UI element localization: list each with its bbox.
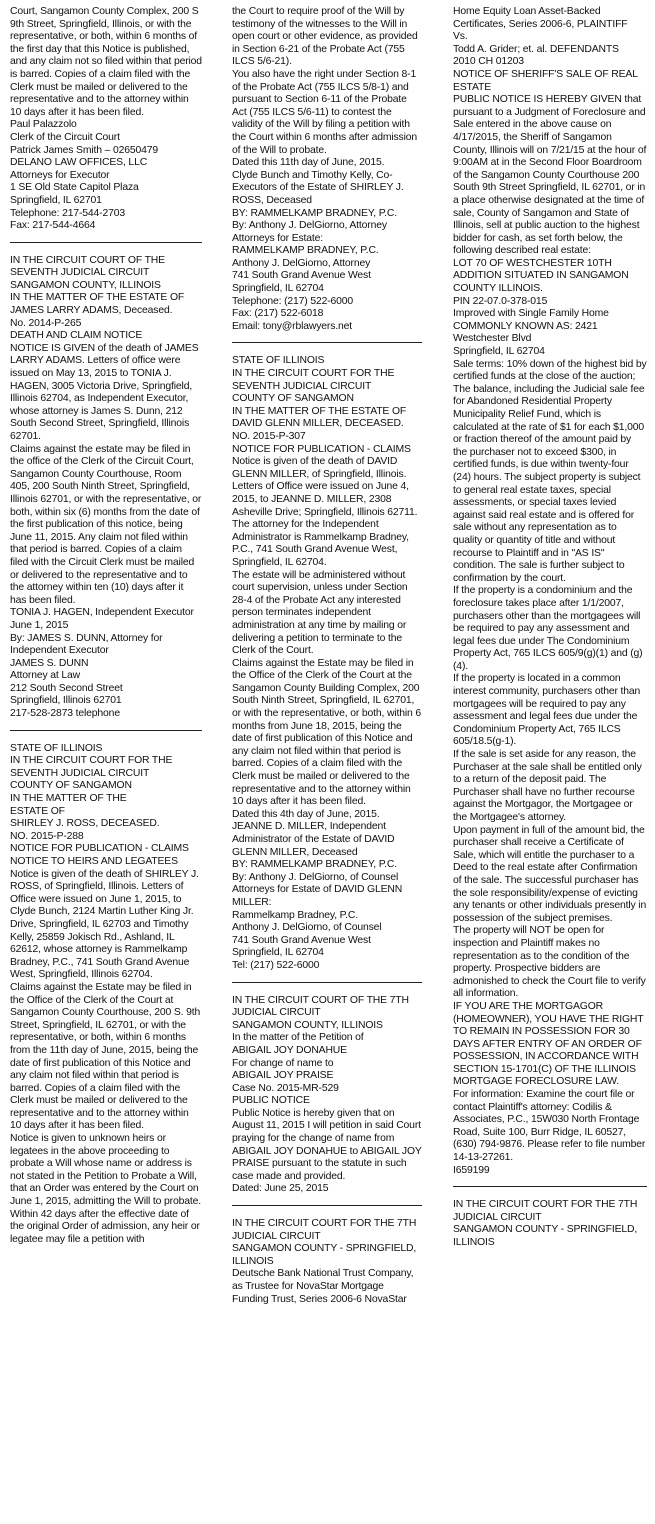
notice-divider [232, 342, 422, 343]
notice-paragraph: Vs. [453, 31, 468, 43]
notice-paragraph: TONIA J. HAGEN, Independent Executor [10, 607, 194, 619]
notice-paragraph: IN THE CIRCUIT COURT FOR THE SEVENTH JUDICIAL CIRCUIT [232, 368, 395, 392]
notice-paragraph: NOTICE IS GIVEN of the death of JAMES LARRY ADAMS. Letters of office were issued on May 13, 2015 to TONIA J. HAGEN, 3005 Victoria Drive, Springfield, Illinois 62704, as Independent Executor, whose attorney is James S. Dunn, 212 South Second Street, Springfield, Illinois 62701. [10, 342, 199, 442]
notice-divider [232, 1205, 422, 1206]
notice-paragraph: ESTATE OF [10, 805, 65, 817]
legal-notice [232, 1218, 422, 1306]
notice-paragraph: NOTICE OF SHERIFF'S SALE OF REAL ESTATE [453, 68, 638, 93]
notice-paragraph: 741 South Grand Avenue West [232, 270, 371, 282]
notice-paragraph: Deutsche Bank National Trust Company, as Trustee for NovaStar Mortgage Funding Trust, Series 2006-6 NovaStar [232, 1268, 414, 1305]
column-1 [10, 6, 202, 1246]
notice-divider [10, 242, 202, 243]
column-2 [232, 6, 422, 1306]
notice-paragraph: If the property is located in a common interest community, purchasers other than mortgagees will be required to pay any assessment and legal fees due under the Condominium Property Act, 765 ILCS 605/18.5(g-1). [453, 673, 641, 748]
notice-paragraph: Springfield, IL 62701 [10, 194, 102, 206]
notice-paragraph: Attorney at Law [10, 670, 80, 682]
notice-paragraph: Patrick James Smith – 02650479 [10, 144, 158, 156]
notice-paragraph: By: Anthony J. DelGiorno, of Counsel [232, 871, 399, 883]
notice-paragraph: IN THE CIRCUIT COURT OF THE SEVENTH JUDICIAL CIRCUIT [10, 254, 165, 279]
notice-paragraph: IN THE MATTER OF THE ESTATE OF DAVID GLENN MILLER, DECEASED. [232, 405, 407, 430]
notice-paragraph: SANGAMON COUNTY - SPRINGFIELD, ILLINOIS [453, 1224, 638, 1248]
notice-paragraph: NOTICE FOR PUBLICATION - CLAIMS [10, 843, 189, 855]
notice-paragraph: By: Anthony J. DelGiorno, Attorney [232, 220, 387, 232]
notice-paragraph: NO. 2015-P-288 [10, 830, 84, 842]
notice-paragraph: PIN 22-07.0-378-015 [453, 295, 548, 307]
notice-divider [10, 730, 202, 731]
notice-paragraph: If the property is a condominium and the foreclosure takes place after 1/1/2007, purchasers other than the mortgagees will be required to pay any assessment and legal fees due under The Condominium Property Act, 765 ILCS 605/9(g)(1) and (g)(4). [453, 585, 643, 672]
notice-paragraph: ABIGAIL JOY DONAHUE [232, 1044, 347, 1056]
notice-paragraph: No. 2014-P-265 [10, 317, 82, 329]
notice-paragraph: PUBLIC NOTICE IS HEREBY GIVEN that pursuant to a Judgment of Foreclosure and Sale entered in the above cause on 4/17/2015, the Sheriff of Sangamon County, Illinois will on 7/21/15 at the hour of 9:00AM at in the Second Floor Boardroom of the Sangamon County Courthouse 200 South 9th Street Springfield, IL 62701, or in a place otherwise designated at the time of sale, County of Sangamon and State of Illinois, sell at public auction to the highest bidder for cash, as set forth below, the following described real estate: [453, 94, 647, 257]
notice-paragraph: Court, Sangamon County Complex, 200 S 9th Street, Springfield, Illinois, or with the representative, or both, within 6 months of the first day that this Notice is published, and any claim not so filed within that period is barred. Copies of a claim filed with the Clerk must be mailed or delivered to the representative and to the attorney within 10 days after it has been filed. [10, 6, 202, 118]
notice-paragraph: I659199 [453, 1164, 490, 1176]
notice-paragraph: Paul Palazzolo [10, 119, 77, 131]
notice-paragraph: SANGAMON COUNTY, ILLINOIS [232, 1019, 383, 1031]
notice-paragraph: Claims against the Estate may be filed in the Office of the Clerk of the Court at Sangamon County Courthouse, 200 S. 9th Street, Springfield, IL 62701, or with the representative, or both, within 6 months from the 11th day of June, 2015, being the date of first publication of this Notice and any claim not filed within that period is barred. Copies of a claim filed with the Clerk must be mailed or delivered to the representative and to the attorney within 10 days after it has been filed. [10, 981, 201, 1132]
notice-paragraph: By: JAMES S. DUNN, Attorney for Independent Executor [10, 632, 163, 657]
notice-paragraph: BY: RAMMELKAMP BRADNEY, P.C. [232, 207, 397, 219]
notice-paragraph: Within 42 days after the effective date of the original Order of admission, any heir or legatee may file a petition with [10, 1208, 200, 1245]
notice-paragraph: The property will NOT be open for inspection and Plaintiff makes no representation as to the condition of the property. Prospective bidders are admonished to check the Court file to verify all information. [453, 925, 646, 1000]
notice-paragraph: Todd A. Grider; et. al. DEFENDANTS [453, 43, 619, 55]
notice-paragraph: 1 SE Old State Capitol Plaza [10, 182, 139, 194]
notice-paragraph: ABIGAIL JOY PRAISE [232, 1070, 334, 1082]
notice-paragraph: For change of name to [232, 1057, 334, 1069]
notice-paragraph: Attorneys for Executor [10, 169, 110, 181]
notice-paragraph: 741 South Grand Avenue West [232, 934, 371, 946]
notice-paragraph: For information: Examine the court file or contact Plaintiff's attorney: Codilis & Associates, P.C., 15W030 North Frontage Road, Suite 100, Burr Ridge, IL 60527, (630) 794-9876. Please refer to file number 14-13-27261. [453, 1089, 646, 1164]
notice-paragraph: COUNTY OF SANGAMON [10, 780, 132, 792]
legal-notice [232, 355, 422, 972]
notice-paragraph: Dated: June 25, 2015 [232, 1183, 329, 1195]
notice-paragraph: Fax: (217) 522-6018 [232, 308, 324, 320]
notice-paragraph: STATE OF ILLINOIS [10, 742, 103, 754]
notice-paragraph: Anthony J. DelGiorno, Attorney [232, 257, 371, 269]
notice-paragraph: IN THE MATTER OF THE ESTATE OF JAMES LARRY ADAMS, Deceased. [10, 292, 185, 317]
legal-notice [232, 995, 422, 1197]
notice-paragraph: SANGAMON COUNTY - SPRINGFIELD, ILLINOIS [232, 1243, 417, 1267]
notice-paragraph: In the matter of the Petition of [232, 1032, 364, 1044]
notice-paragraph: Springfield, Illinois 62701 [10, 695, 122, 707]
notice-paragraph: NO. 2015-P-307 [232, 431, 306, 442]
notice-paragraph: If the sale is set aside for any reason, the Purchaser at the sale shall be entitled only to a return of the deposit paid. The Purchaser shall have no further recourse against the Mortgagor, the Mortgagee or the Mortgagee's attorney. [453, 749, 642, 823]
notice-divider [453, 1186, 647, 1187]
legal-notice [10, 6, 202, 233]
legal-notice [10, 255, 202, 721]
notice-paragraph: Claims against the Estate may be filed in the Office of the Clerk of the Court at the Sangamon County Building Complex, 200 South Ninth Street, Springfield, IL 62701, or with the representative, or both, within 6 months from June 18, 2015, being the date of first publication of this Notice and any claim not filed within that period is barred. Copies of a claim filed with the Clerk must be mailed or delivered to the representative and to the attorney within 10 days after it has been filed. [232, 657, 422, 808]
notice-paragraph: Case No. 2015-MR-529 [232, 1082, 339, 1094]
notice-paragraph: NOTICE FOR PUBLICATION - CLAIMS [232, 443, 411, 455]
column-3 [453, 6, 647, 1250]
notice-paragraph: RAMMELKAMP BRADNEY, P.C. [232, 245, 379, 257]
notice-paragraph: 217-528-2873 telephone [10, 708, 120, 720]
notice-paragraph: Sale terms: 10% down of the highest bid by certified funds at the close of the auction; The balance, including the Judicial sale fee for Abandoned Residential Property Municipality Relief Fund, which is calculated at the rate of $1 for each $1,000 or fraction thereof of the amount paid by the purchaser not to exceed $300, in certified funds, is due within twenty-four (24) hours. The subject property is subject to general real estate taxes, special assessments, or special taxes levied against said real estate and is offered for sale without any representation as to quality or quantity of title and without recourse to Plaintiff and in "AS IS" condition. The sale is further subject to confirmation by the court. [453, 358, 647, 584]
notice-paragraph: Claims against the estate may be filed in the office of the Clerk of the Circuit Court, Sangamon County Courthouse, Room 405, 200 South Ninth Street, Springfield, Illinois 62701, or with the representative, or both, within six (6) months from the date of the first publication of this notice, being June 11, 2015. Any claim not filed within that period is barred. Copies of a claim filed with the Circuit Clerk must be mailed or delivered to the representative and to the attorney within ten (10) days after it has been filed. [10, 443, 202, 606]
notice-paragraph: COMMONLY KNOWN AS: 2421 Westchester Blvd [453, 320, 598, 345]
notice-paragraph: Notice is given of the death of SHIRLEY J. ROSS, of Springfield, Illinois. Letters of Office were issued on June 1, 2015, to Clyde Bunch, 2124 Martin Luther King Jr. Drive, Springfield, IL 62703 and Timothy Kelly, 25859 Jokisch Rd., Ashland, IL 62612, whose attorney is Rammelkamp Bradney, P.C., 741 South Grand Avenue West, Springfield, Illinois 62704. [10, 868, 199, 981]
notice-paragraph: BY: RAMMELKAMP BRADNEY, P.C. [232, 859, 397, 871]
notice-paragraph: Telephone: (217) 522-6000 [232, 295, 354, 307]
notice-paragraph: Clerk of the Circuit Court [10, 131, 120, 143]
legal-notice [10, 743, 202, 1247]
notice-paragraph: Dated this 11th day of June, 2015. [232, 157, 385, 169]
notice-paragraph: Springfield, IL 62704 [232, 283, 324, 295]
notice-paragraph: You also have the right under Section 8-1 of the Probate Act (755 ILCS 5/8-1) and pursuant to Section 6-11 of the Probate Act (755 ILCS 5/6-11) to contest the validity of the Will by filing a petition with the Court within 6 months after admission of the Will to probate. [232, 68, 418, 156]
notice-paragraph: COUNTY OF SANGAMON [232, 393, 354, 405]
notice-paragraph: Dated this 4th day of June, 2015. [232, 808, 380, 820]
notice-paragraph: Tel: (217) 522-6000 [232, 959, 320, 971]
notice-paragraph: Anthony J. DelGiorno, of Counsel [232, 922, 382, 934]
notice-paragraph: STATE OF ILLINOIS [232, 355, 325, 367]
notice-paragraph: IN THE CIRCUIT COURT OF THE 7TH JUDICIAL CIRCUIT [232, 994, 409, 1019]
notice-paragraph: Springfield, IL 62704 [453, 346, 545, 358]
notice-divider [232, 982, 422, 983]
notice-paragraph: Notice is given of the death of DAVID GLENN MILLER, of Springfield, Illinois. Letters of Office were issued on June 4, 2015, to JEANNE D. MILLER, 2308 Asheville Drive; Springfield, Illinois 62711. The attorney for the Independent Administrator is Rammelkamp Bradney, P.C., 741 South Grand Avenue West, Springfield, IL 62704. [232, 456, 418, 568]
notice-paragraph: DEATH AND CLAIM NOTICE [10, 330, 143, 342]
legal-notice [453, 1199, 647, 1249]
notice-paragraph: Home Equity Loan Asset-Backed Certificates, Series 2006-6, PLAINTIFF [453, 6, 628, 30]
notice-paragraph: Upon payment in full of the amount bid, the purchaser shall receive a Certificate of Sale, which will entitle the purchaser to a Deed to the real estate after Confirmation of the sale. The successful purchaser has the sole responsibility/expense of evicting any tenants or other individuals presently in possession of the subject premises. [453, 824, 647, 924]
notice-paragraph: Email: tony@rblawyers.net [232, 320, 352, 332]
notice-paragraph: NOTICE TO HEIRS AND LEGATEES [10, 856, 178, 867]
notice-paragraph: Notice is given to unknown heirs or legatees in the above proceeding to probate a Will whose name or address is not stated in the Petition to Probate a Will, that an Order was entered by the Court on June 1, 2015, admitting the Will to probate. [10, 1133, 201, 1208]
notice-paragraph: SHIRLEY J. ROSS, DECEASED. [10, 818, 160, 830]
notice-paragraph: Telephone: 217-544-2703 [10, 207, 125, 219]
notice-paragraph: Fax: 217-544-4664 [10, 220, 96, 232]
notice-paragraph: Clyde Bunch and Timothy Kelly, Co-Executors of the Estate of SHIRLEY J. ROSS, Deceased [232, 169, 404, 206]
notice-paragraph: IN THE CIRCUIT COURT FOR THE 7TH JUDICIAL CIRCUIT [232, 1218, 417, 1242]
notice-paragraph: IN THE CIRCUIT COURT FOR THE SEVENTH JUDICIAL CIRCUIT [10, 755, 173, 779]
notice-paragraph: The estate will be administered without court supervision, unless under Section 28-4 of the Probate Act any interested person terminates independent administration at any time by mailing or delivering a petition to terminate to the Clerk of the Court. [232, 569, 408, 657]
notice-paragraph: PUBLIC NOTICE [232, 1095, 310, 1107]
notice-paragraph: JAMES S. DUNN [10, 657, 89, 669]
notice-paragraph: Rammelkamp Bradney, P.C. [232, 909, 358, 921]
notice-paragraph: IN THE CIRCUIT COURT FOR THE 7TH JUDICIAL CIRCUIT [453, 1199, 638, 1223]
legal-notice [232, 6, 422, 333]
legal-notice [453, 6, 647, 1177]
notice-paragraph: IF YOU ARE THE MORTGAGOR (HOMEOWNER), YOU HAVE THE RIGHT TO REMAIN IN POSSESSION FOR 30 DAYS AFTER ENTRY OF AN ORDER OF POSSESSION, IN ACCORDANCE WITH SECTION 15-1701(C) OF THE ILLINOIS MORTGAGE FORECLOSURE LAW. [453, 1000, 644, 1088]
notice-paragraph: JEANNE D. MILLER, Independent Administrator of the Estate of DAVID GLENN MILLER, Deceased [232, 821, 395, 858]
notice-paragraph: LOT 70 OF WESTCHESTER 10TH ADDITION SITUATED IN SANGAMON COUNTY ILLINOIS. [453, 257, 629, 295]
notice-paragraph: Improved with Single Family Home [453, 308, 609, 320]
notice-paragraph: SANGAMON COUNTY, ILLINOIS [10, 279, 161, 291]
notice-paragraph: IN THE MATTER OF THE [10, 793, 127, 805]
notice-paragraph: 212 South Second Street [10, 682, 123, 694]
notice-paragraph: Public Notice is hereby given that on August 11, 2015 I will petition in said Court praying for the change of name from ABIGAIL JOY DONAHUE to ABIGAIL JOY PRAISE pursuant to the statute in such case made and provided. [232, 1107, 422, 1182]
notice-paragraph: DELANO LAW OFFICES, LLC [10, 157, 148, 169]
notice-paragraph: the Court to require proof of the Will by testimony of the witnesses to the Will in open court or other evidence, as provided in Section 6-21 of the Probate Act (755 ILCS 5/6-21). [232, 6, 418, 68]
notice-paragraph: 2010 CH 01203 [453, 56, 524, 68]
notice-paragraph: June 1, 2015 [10, 619, 69, 631]
notice-paragraph: Springfield, IL 62704 [232, 947, 324, 959]
notice-paragraph: Attorneys for Estate of DAVID GLENN MILLER: [232, 884, 403, 908]
notice-paragraph: Attorneys for Estate: [232, 232, 323, 244]
